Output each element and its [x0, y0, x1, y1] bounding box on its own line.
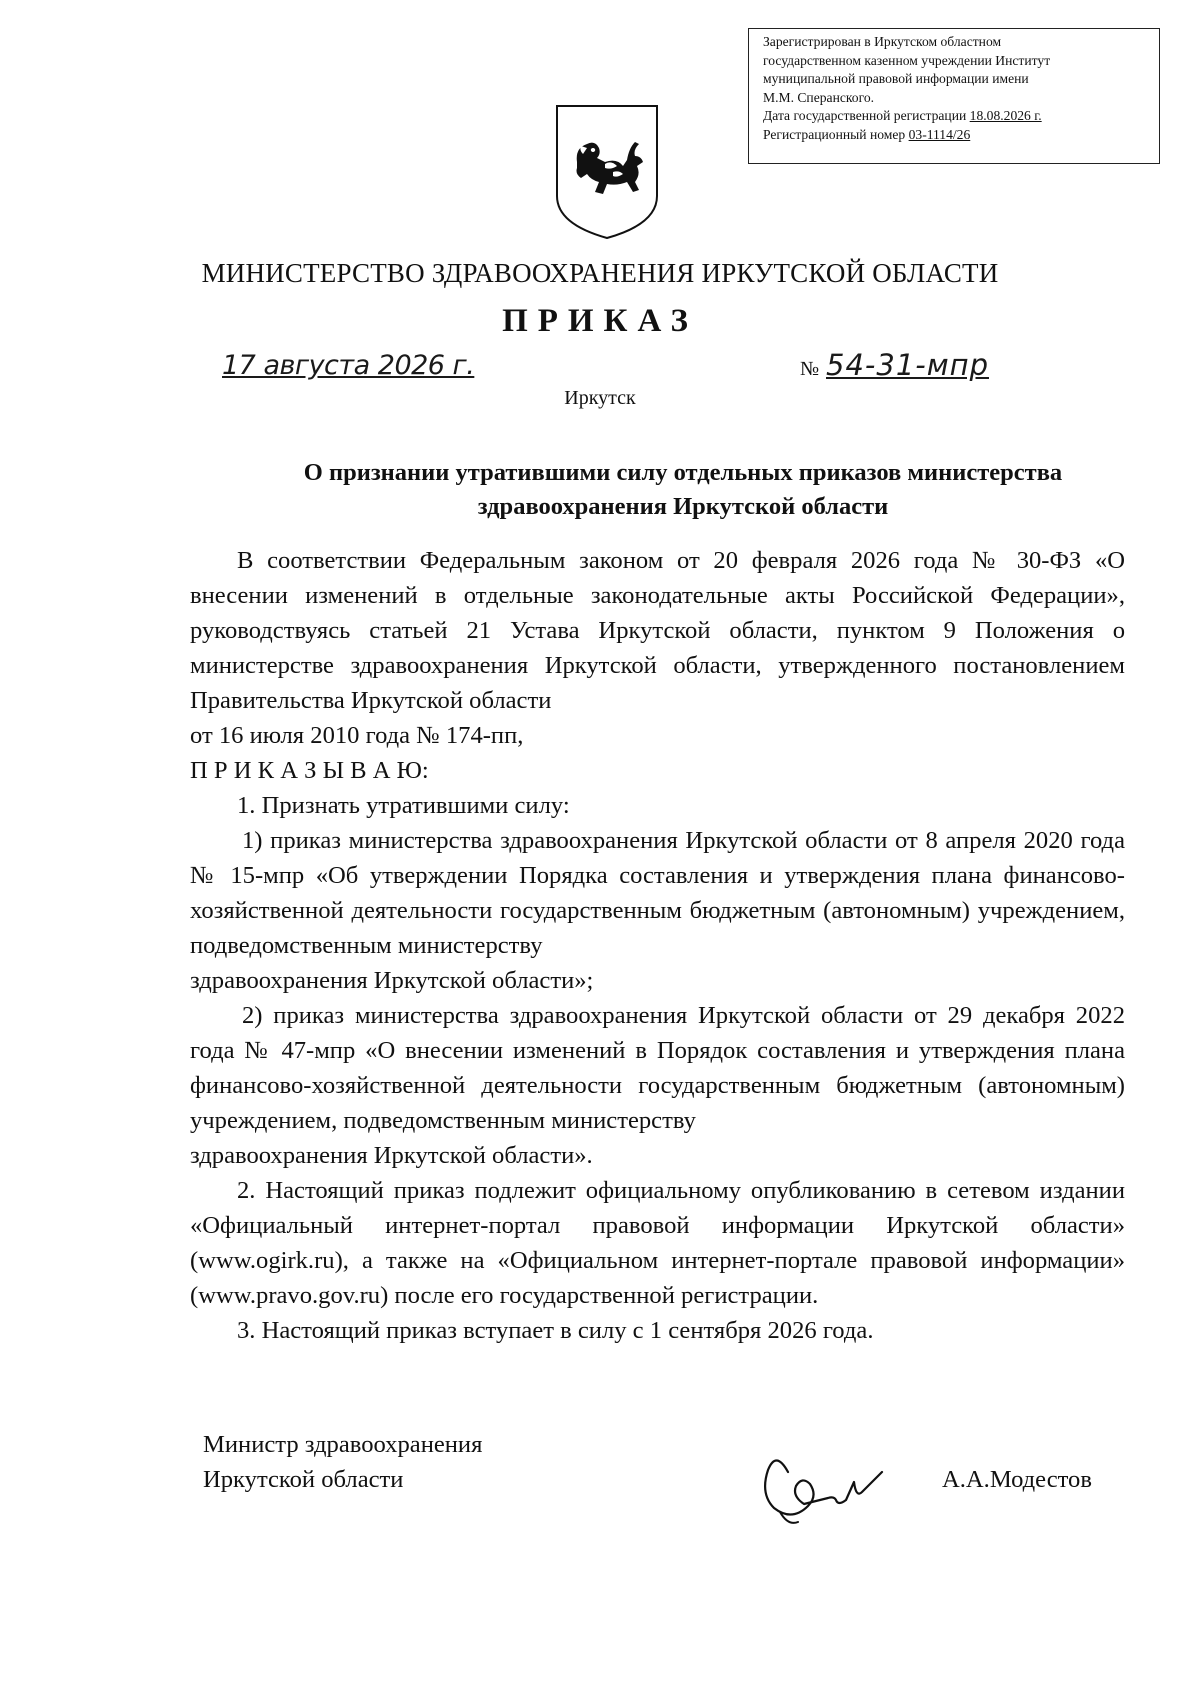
- order-word: П Р И К А З Ы В А Ю:: [190, 757, 429, 784]
- order-number: 54-31-мпр: [826, 348, 989, 382]
- signatory-title-line-1: Министр здравоохранения: [203, 1431, 483, 1458]
- stamp-date-label: Дата государственной регистрации: [763, 108, 967, 124]
- subject-line-2: здравоохранения Иркутской области: [477, 493, 889, 520]
- signatory-title: [203, 1427, 482, 1497]
- registration-stamp: [748, 28, 1160, 164]
- preamble-end: от 16 июля 2010 года № 174-пп,: [190, 722, 524, 749]
- stamp-line-1: Зарегистрирован в Иркутском областном: [763, 34, 1002, 49]
- item-1-2-end: здравоохранения Иркутской области».: [190, 1142, 593, 1169]
- coat-of-arms-icon: [553, 104, 661, 240]
- item-1-1-end: здравоохранения Иркутской области»;: [190, 967, 594, 994]
- city-name: Иркутск: [564, 387, 636, 409]
- signatory-name: А.А.Модестов: [942, 1466, 1092, 1493]
- preamble-paragraph: В соответствии Федеральным законом от 20 февраля 2026 года № 30-ФЗ «О внесении изменений в отдельные законодательные акты Российской Федерации», руководствуясь статьей 21 Устава Иркутской области, пунктом 9 Положения о министерстве здравоохранения Иркутской области, утвержденного постановлением Правительства Иркутской области: [190, 547, 1125, 714]
- signatory-title-line-2: Иркутской области: [203, 1466, 404, 1493]
- stamp-line-2: государственном казенном учреждении Институт: [763, 52, 1051, 68]
- stamp-number-value: 03-1114/26: [908, 126, 971, 142]
- item-3: 3. Настоящий приказ вступает в силу с 1 сентября 2026 года.: [237, 1317, 874, 1344]
- stamp-number-label: Регистрационный номер: [763, 126, 906, 142]
- item-1-2: 2) приказ министерства здравоохранения Иркутской области от 29 декабря 2022 года № 47-мпр «О внесении изменений в Порядок составления и утверждения плана финансово-хозяйственной деятельности государственным бюджетным (автономным) учреждением, подведомственным министерству: [190, 1002, 1125, 1134]
- item-1-1: 1) приказ министерства здравоохранения Иркутской области от 8 апреля 2020 года № 15-мпр «Об утверждении Порядка составления и утверждения плана финансово-хозяйственной деятельности государственным бюджетным (автономным) учреждением, подведомственным министерству: [190, 827, 1125, 959]
- subject-line-1: О признании утратившими силу отдельных приказов министерства: [303, 459, 1063, 486]
- stamp-number-row: [763, 126, 1147, 145]
- ministry-name: МИНИСТЕРСТВО ЗДРАВООХРАНЕНИЯ ИРКУТСКОЙ ОБЛАСТИ: [201, 258, 999, 288]
- order-body: [190, 543, 1125, 1348]
- item-2: 2. Настоящий приказ подлежит официальному опубликованию в сетевом издании «Официальный интернет-портал правовой информации Иркутской области» (www.ogirk.ru), а также на «Официальном интернет-портале правовой информации» (www.pravo.gov.ru) после его государственной регистрации.: [190, 1177, 1125, 1309]
- stamp-line-3: муниципальной правовой информации имени: [763, 71, 1029, 87]
- stamp-line-4: М.М. Сперанского.: [763, 89, 875, 105]
- order-number-prefix: №: [800, 358, 820, 380]
- order-subject: [258, 456, 1108, 524]
- item-1: 1. Признать утратившими силу:: [237, 792, 570, 819]
- order-date: 17 августа 2026 г.: [222, 350, 475, 381]
- stamp-date-row: [763, 107, 1147, 126]
- stamp-date-value: 18.08.2026 г.: [969, 108, 1042, 124]
- document-type-title: ПРИКАЗ: [502, 303, 698, 339]
- handwritten-signature: [758, 1442, 888, 1532]
